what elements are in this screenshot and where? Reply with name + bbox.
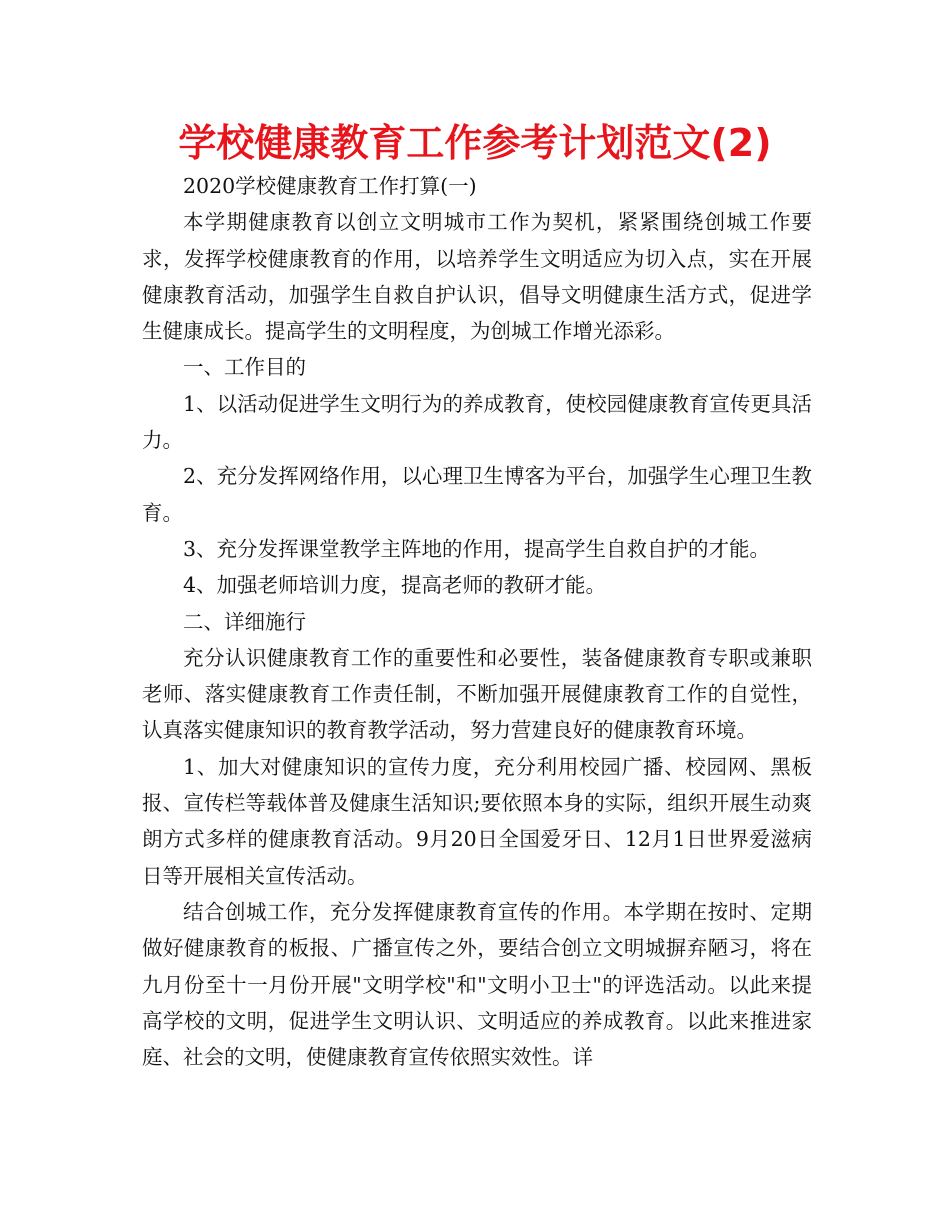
goal-item-1: 1、以活动促进学生文明行为的养成教育，使校园健康教育宣传更具活力。 [142,391,812,453]
goal-item-3: 3、充分发挥课堂教学主阵地的作用，提高学生自救自护的才能。 [183,536,771,561]
paragraph-civilization: 结合创城工作，充分发挥健康教育宣传的作用。本学期在按时、定期做好健康教育的板报、广播宣传之外，要结合创立文明城摒弃陋习，将在九月份至十一月份开展"文明学校"和"文明小卫士"的评选活动。以此来提高学校的文明，促进学生文明认识、文明适应的养成教育。以此来推进家庭、社会的文明，使健康教育宣传依照实效性。详 [142,899,812,1070]
goal-item-4: 4、加强老师培训力度，提高老师的教研才能。 [183,573,607,598]
paragraph-intro: 本学期健康教育以创立文明城市工作为契机，紧紧围绕创城工作要求，发挥学校健康教育的作用，以培养学生文明适应为切入点，实在开展健康教育活动，加强学生自救自护认识，倡导文明健康生活方式，促进学生健康成长。提高学生的文明程度，为创城工作增光添彩。 [142,210,812,344]
document-body [142,168,812,1075]
document-subtitle: 2020学校健康教育工作打算(一) [183,174,477,198]
implementation-item-1: 1、加大对健康知识的宣传力度，充分利用校园广播、校园网、黑板报、宣传栏等载体普及健康生活知识;要依照本身的实际，组织开展生动爽朗方式多样的健康教育活动。9月20日全国爱牙日、12月1日世界爱滋病日等开展相关宣传活动。 [142,754,812,888]
paragraph-implementation: 充分认识健康教育工作的重要性和必要性，装备健康教育专职或兼职老师、落实健康教育工作责任制，不断加强开展健康教育工作的自觉性，认真落实健康知识的教育教学活动，努力营建良好的健康教育环境。 [142,645,812,743]
goal-item-2: 2、充分发挥网络作用，以心理卫生博客为平台，加强学生心理卫生教育。 [142,464,812,525]
section-heading-implementation: 二、详细施行 [183,609,306,634]
document-title: 学校健康教育工作参考计划范文(2) [178,121,772,165]
section-heading-goals: 一、工作目的 [183,355,306,380]
